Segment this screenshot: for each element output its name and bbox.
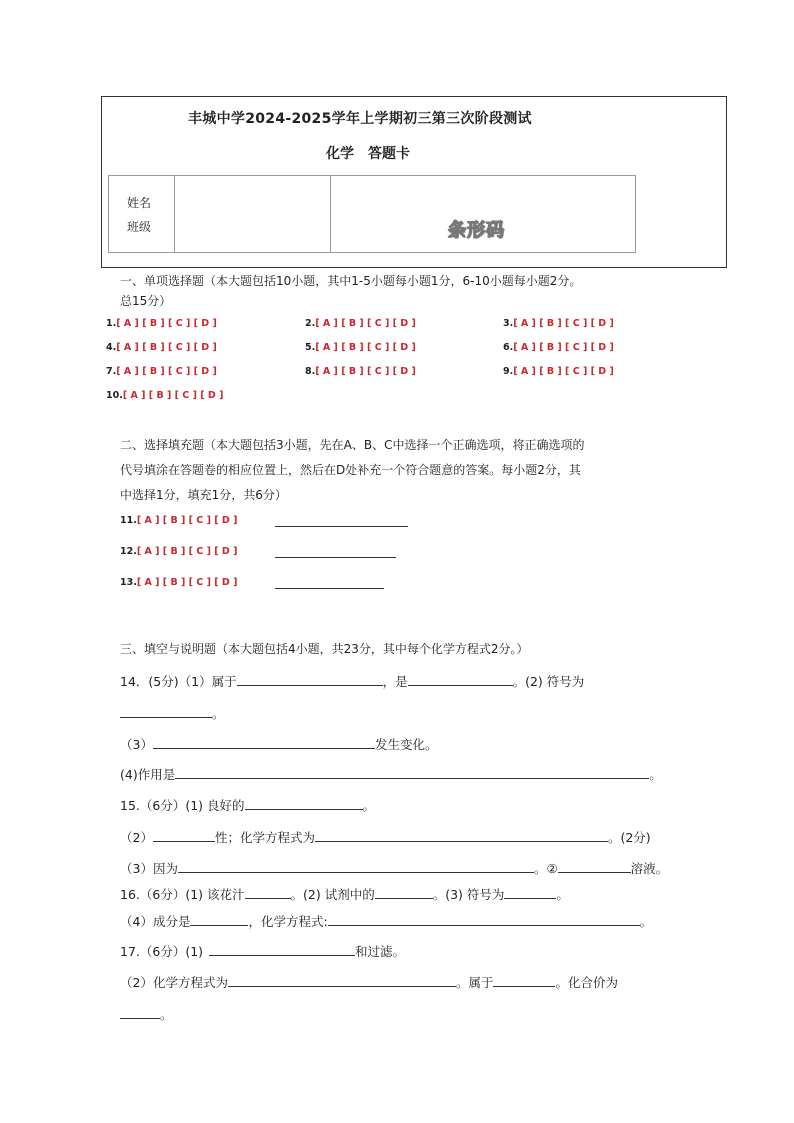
q16-blank-1[interactable] — [245, 885, 291, 899]
q15-blank-2[interactable] — [153, 828, 215, 842]
q8-options[interactable]: 8.[ A ] [ B ] [ C ] [ D ] — [305, 366, 416, 377]
q17-blank-2[interactable] — [228, 973, 456, 987]
q14-line1: 14．(5分)（1）属于 ，是 。(2) 符号为 — [120, 674, 585, 689]
q14-blank-3[interactable] — [120, 704, 212, 718]
q16-line1: 16.（6分）(1) 该花汁 。(2) 试剂中的 。(3) 符号为 。 — [120, 887, 569, 902]
name-label: 姓名 — [127, 196, 152, 210]
page-subtitle: 化学 答题卡 — [326, 146, 410, 162]
section2-heading: 二、选择填充题（本大题包括3小题，先在A、B、C中选择一个正确选项，将正确选项的 — [120, 438, 585, 452]
q14-line3: （3） 发生变化。 — [120, 737, 438, 752]
class-label: 班级 — [127, 220, 152, 234]
q12-options[interactable]: 12.[ A ] [ B ] [ C ] [ D ] — [120, 546, 238, 557]
q14-line4: (4)作用是 。 — [120, 767, 662, 782]
q17-line3: 。 — [120, 1005, 173, 1023]
q17-line2: （2）化学方程式为 。属于 。化合价为 — [120, 975, 618, 990]
q14-blank-2[interactable] — [408, 672, 513, 686]
page-title: 丰城中学2024-2025学年上学期初三第三次阶段测试 — [188, 111, 532, 127]
q1-options[interactable]: 1.[ A ] [ B ] [ C ] [ D ] — [106, 318, 217, 329]
q11-options[interactable]: 11.[ A ] [ B ] [ C ] [ D ] — [120, 515, 238, 526]
q10-options[interactable]: 10.[ A ] [ B ] [ C ] [ D ] — [106, 390, 224, 401]
q15-blank-5[interactable] — [558, 859, 631, 873]
q15-blank-4[interactable] — [178, 859, 534, 873]
section3-heading: 三、填空与说明题（本大题包括4小题，共23分，其中每个化学方程式2分。） — [120, 642, 529, 656]
q15-line1: 15.（6分）(1) 良好的 。 — [120, 798, 376, 813]
section1-heading: 一、单项选择题（本大题包括10小题，其中1-5小题每小题1分，6-10小题每小题2分。 — [120, 274, 582, 288]
barcode-area: 条形码 — [448, 220, 505, 241]
q7-options[interactable]: 7.[ A ] [ B ] [ C ] [ D ] — [106, 366, 217, 377]
q13-options[interactable]: 13.[ A ] [ B ] [ C ] [ D ] — [120, 577, 238, 588]
q6-options[interactable]: 6.[ A ] [ B ] [ C ] [ D ] — [503, 342, 614, 353]
section2-heading-cont2: 中选择1分，填充1分，共6分） — [120, 488, 287, 502]
name-class-field[interactable] — [175, 177, 327, 251]
q16-line2: （4）成分是 ，化学方程式: 。 — [120, 914, 653, 929]
q16-blank-4[interactable] — [190, 912, 248, 926]
q16-blank-5[interactable] — [328, 912, 640, 926]
q17-blank-3[interactable] — [493, 973, 555, 987]
q14-blank-5[interactable] — [175, 765, 649, 779]
q14-line2: 。 — [120, 704, 225, 722]
q17-line1: 17.（6分）(1) 和过滤。 — [120, 944, 406, 959]
q12-blank[interactable] — [275, 557, 396, 558]
q14-blank-1[interactable] — [237, 672, 383, 686]
q4-options[interactable]: 4.[ A ] [ B ] [ C ] [ D ] — [106, 342, 217, 353]
q15-blank-3[interactable] — [315, 828, 608, 842]
q3-options[interactable]: 3.[ A ] [ B ] [ C ] [ D ] — [503, 318, 614, 329]
q16-blank-3[interactable] — [504, 885, 556, 899]
q11-blank[interactable] — [275, 526, 408, 527]
q2-options[interactable]: 2.[ A ] [ B ] [ C ] [ D ] — [305, 318, 416, 329]
q5-options[interactable]: 5.[ A ] [ B ] [ C ] [ D ] — [305, 342, 416, 353]
q13-blank[interactable] — [275, 588, 384, 589]
q9-options[interactable]: 9.[ A ] [ B ] [ C ] [ D ] — [503, 366, 614, 377]
section1-heading-cont: 总15分） — [120, 294, 172, 308]
q17-blank-4[interactable] — [120, 1005, 160, 1019]
q15-blank-1[interactable] — [245, 796, 363, 810]
q17-blank-1[interactable] — [209, 942, 355, 956]
q14-blank-4[interactable] — [153, 735, 375, 749]
q15-line2: （2） 性；化学方程式为 。(2分) — [120, 830, 651, 845]
section2-heading-cont1: 代号填涂在答题卷的相应位置上，然后在D处补充一个符合题意的答案。每小题2分，其 — [120, 463, 581, 477]
q16-blank-2[interactable] — [375, 885, 433, 899]
q15-line3: （3）因为 。② 溶液。 — [120, 861, 669, 876]
